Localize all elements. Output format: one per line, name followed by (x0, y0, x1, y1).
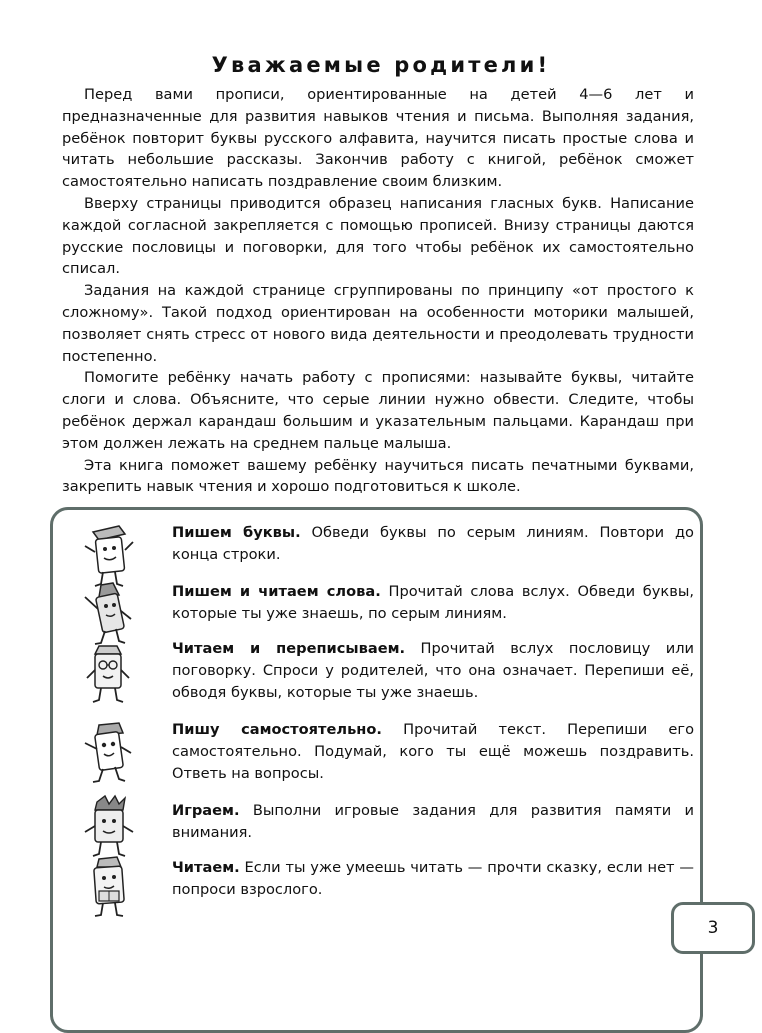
legend-text: Пишем и читаем слова. Прочитай слова вслух. Обведи буквы, которые ты уже знаешь, по серым линиям. (172, 583, 695, 622)
intro-paragraph: Вверху страницы приводится образец написания гласных букв. Написание каждой согласной закрепляется с помощью прописей. Внизу страницы даются русские пословицы и поговорки, для того чтобы ребёнок их самостоятельно списал. (62, 194, 694, 278)
legend-text: Читаем. Если ты уже умеешь читать — прочти сказку, если нет — попроси взрослого. (172, 859, 694, 898)
pencil-character-pointing-icon (79, 719, 137, 787)
pencil-character-playing-icon (79, 794, 137, 862)
legend-text: Пишем буквы. Обведи буквы по серым линиям. Повтори до конца строки. (172, 524, 694, 563)
legend-panel (50, 507, 703, 1033)
intro-text (62, 84, 694, 498)
intro-paragraph: Задания на каждой странице сгруппированы по принципу «от простого к сложному». Такой подход ориентирован на особенности моторики малышей, позволяет снять стресс от нового вида деятельности и преодолевать трудности постепенно. (62, 282, 694, 365)
legend-text: Читаем и переписываем. Прочитай вслух пословицу или поговорку. Спроси у родителей, что она означает. Перепиши её, обводя буквы, которые ты уже знаешь. (172, 640, 695, 701)
intro-paragraph: Перед вами прописи, ориентированные на детей 4—6 лет и предназначенные для развития навыков чтения и письма. Выполняя задания, ребёнок повторит буквы русского алфавита, научится писать простые слова и читать небольшие рассказы. Закончив работу с книгой, ребёнок сможет самостоятельно написать поздравление своим близким. (62, 86, 694, 191)
legend-text: Играем. Выполни игровые задания для развития памяти и внимания. (172, 802, 695, 841)
page-title: Уважаемые родители! (211, 53, 551, 77)
pencil-character-reading-icon (79, 853, 137, 921)
page-number: 3 (671, 902, 755, 954)
pencil-character-cap-icon (79, 522, 137, 590)
intro-paragraph: Эта книга поможет вашему ребёнку научиться писать печатными буквами, закрепить навык чтения и хорошо подготовиться к школе. (62, 456, 694, 496)
pencil-character-waving-icon (79, 581, 137, 649)
pencil-character-glasses-icon (79, 640, 137, 708)
legend-text: Пишу самостоятельно. Прочитай текст. Перепиши его самостоятельно. Подумай, кого ты ещё можешь поздравить. Ответь на вопросы. (172, 721, 694, 782)
intro-paragraph: Помогите ребёнку начать работу с прописями: называйте буквы, читайте слоги и слова. Объясните, что серые линии нужно обвести. Следите, чтобы ребёнок держал карандаш большим и указательным пальцами. Карандаш при этом должен лежать на среднем пальце малыша. (62, 369, 694, 452)
